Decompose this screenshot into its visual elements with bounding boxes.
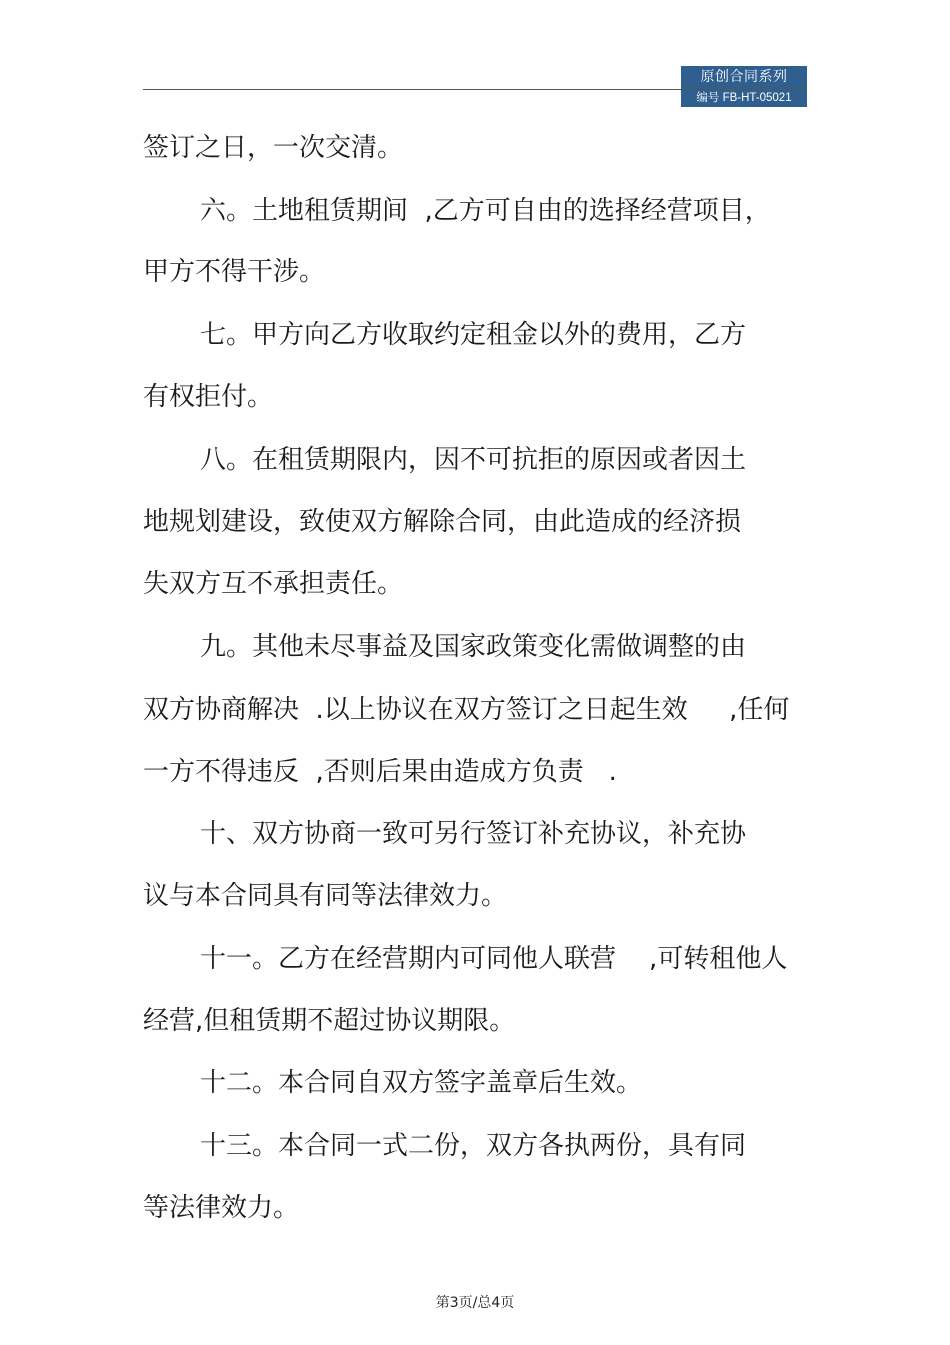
contract-series-badge [681, 66, 807, 107]
body-line: 有权拒付。 [143, 382, 274, 412]
body-line: 地规划建设，致使双方解除合同，由此造成的经济损 [143, 507, 742, 537]
clause-10: 十、双方协商一致可另行签订补充协议，补充协 [200, 819, 747, 849]
clause-9: 九。其他未尽事益及国家政策变化需做调整的由 [200, 632, 747, 662]
body-line: 经营,但租赁期不超过协议期限。 [143, 1006, 516, 1036]
body-line: 一方不得违反 ,否则后果由造成方负责 . [143, 757, 617, 787]
clause-11: 十一。乙方在经营期内可同他人联营 ,可转租他人 [200, 944, 788, 974]
body-line: 等法律效力。 [143, 1193, 300, 1223]
clause-6: 六。土地租赁期间 ,乙方可自由的选择经营项目， [200, 196, 771, 226]
body-line: 议与本合同具有同等法律效力。 [143, 881, 508, 911]
contract-number: 编号 FB-HT-05021 [681, 90, 807, 107]
body-line: 双方协商解决 .以上协议在双方签订之日起生效 ,任何 [143, 695, 790, 725]
page-number: 第3页/总4页 [435, 1295, 515, 1311]
clause-7: 七。甲方向乙方收取约定租金以外的费用，乙方 [200, 320, 747, 350]
clause-8: 八。在租赁期限内，因不可抗拒的原因或者因土 [200, 445, 747, 475]
clause-12: 十二。本合同自双方签字盖章后生效。 [200, 1068, 643, 1098]
body-line: 签订之日，一次交清。 [143, 133, 404, 163]
body-line: 甲方不得干涉。 [143, 257, 326, 287]
series-label: 原创合同系列 [681, 66, 807, 89]
body-line: 失双方互不承担责任。 [143, 569, 404, 599]
clause-13: 十三。本合同一式二份，双方各执两份，具有同 [200, 1131, 747, 1161]
